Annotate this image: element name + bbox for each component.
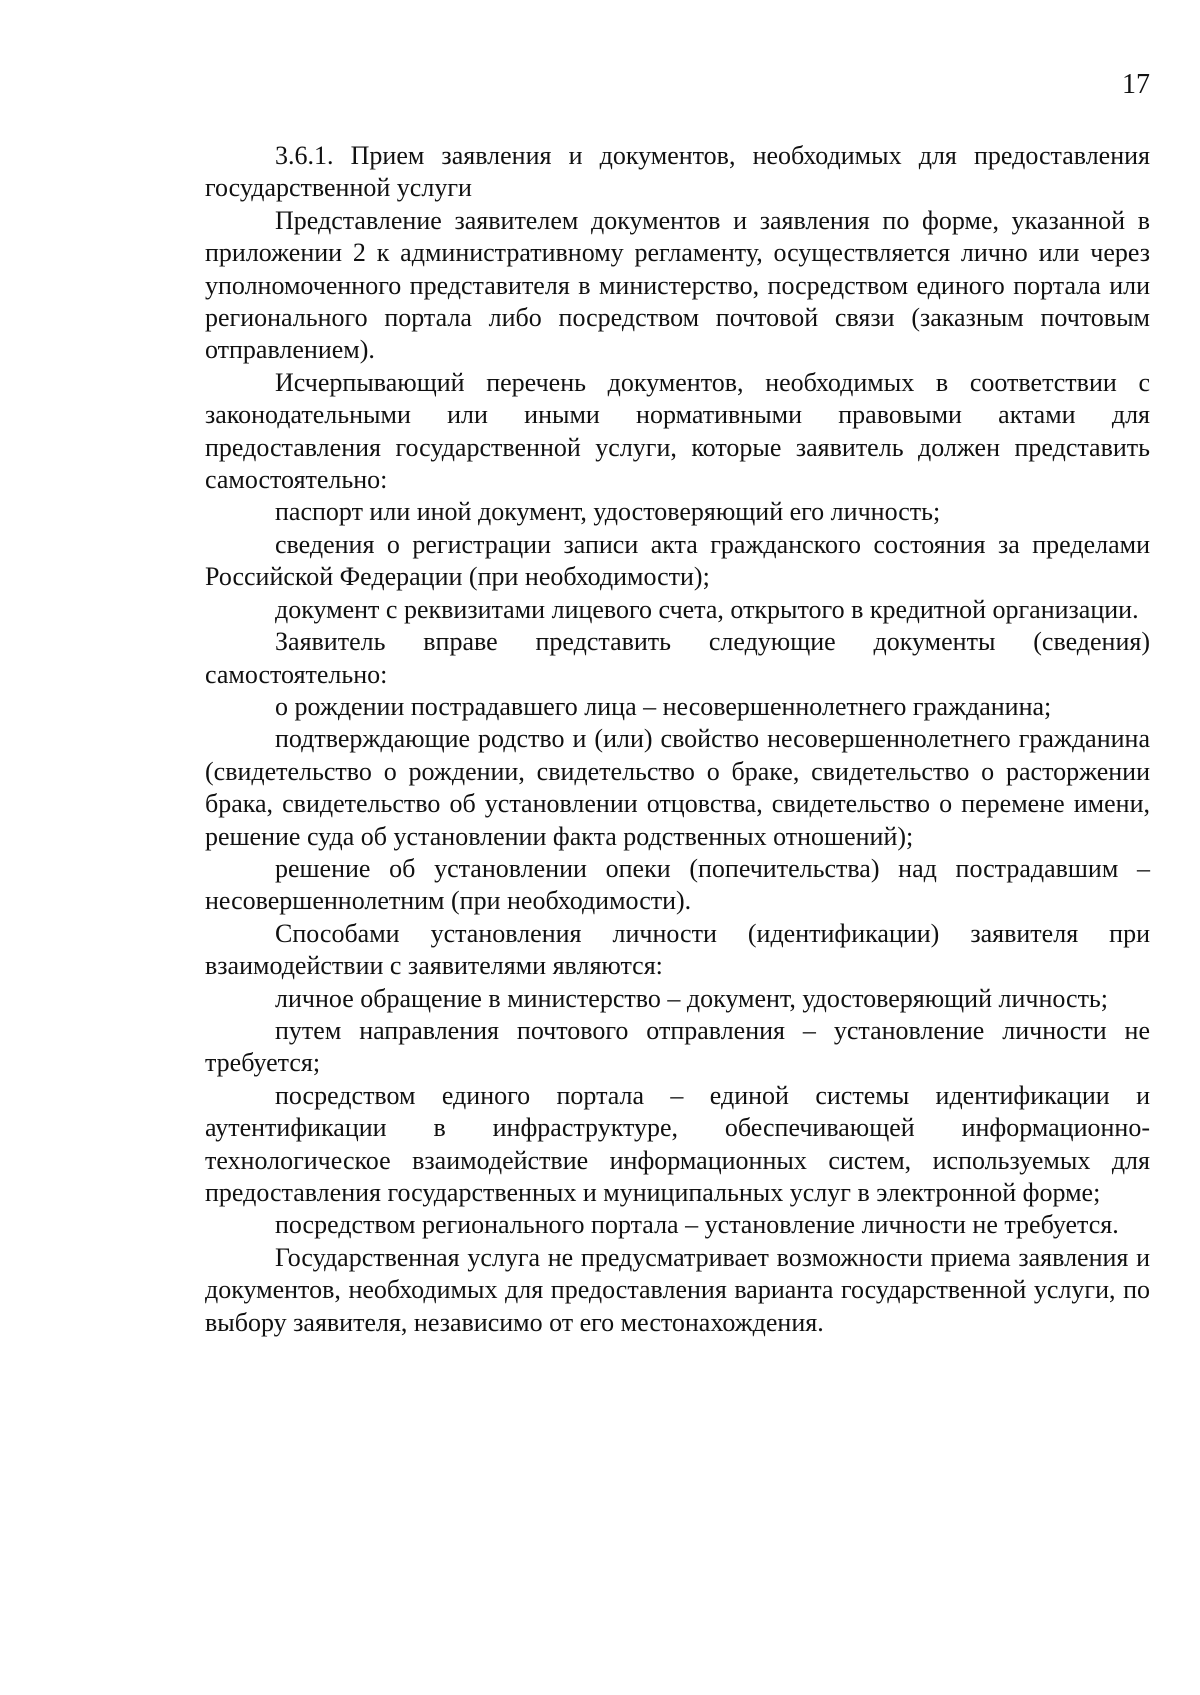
paragraph-required-documents-intro: Исчерпывающий перечень документов, необходимых в соответствии с законодательными или иными нормативными правовыми актами для предоставления государственной услуги, которые заявитель должен представить самостоятельно: [205, 367, 1150, 495]
list-item-civil-registration: сведения о регистрации записи акта гражданского состояния за пределами Российской Федерации (при необходимости); [205, 529, 1150, 592]
section-heading-3-6-1: 3.6.1. Прием заявления и документов, необходимых для предоставления государственной услуги [205, 141, 1150, 203]
list-item-bank-account: документ с реквизитами лицевого счета, открытого в кредитной организации. [275, 594, 1139, 624]
list-item-unified-portal: посредством единого портала – единой системы идентификации и аутентификации в инфраструктуре, обеспечивающей информационно-технологическое взаимодействие информационных систем, используемых для предоставления государственных и муниципальных услуг в электронной форме; [205, 1080, 1150, 1207]
list-item-postal: путем направления почтового отправления – установление личности не требуется; [205, 1015, 1150, 1078]
page-number: 17 [1122, 69, 1150, 100]
list-item-personal-visit: личное обращение в министерство – документ, удостоверяющий личность; [275, 983, 1109, 1013]
document-body [205, 140, 1150, 1339]
paragraph-submission-methods: Представление заявителем документов и заявления по форме, указанной в приложении 2 к административному регламенту, осуществляется лично или через уполномоченного представителя в министерство, посредством единого портала или регионального портала либо посредством почтовой связи (заказным почтовым отправлением). [205, 205, 1150, 365]
list-item-guardianship: решение об установлении опеки (попечительства) над пострадавшим – несовершеннолетним (при необходимости). [205, 853, 1150, 916]
list-item-birth-info: о рождении пострадавшего лица – несовершеннолетнего гражданина; [275, 691, 1052, 721]
list-item-passport: паспорт или иной документ, удостоверяющий его личность; [275, 497, 941, 527]
paragraph-optional-documents-intro: Заявитель вправе представить следующие документы (сведения) самостоятельно: [205, 627, 1150, 689]
paragraph-extraterritorial: Государственная услуга не предусматривает возможности приема заявления и документов, необходимых для предоставления варианта государственной услуги, по выбору заявителя, независимо от его местонахождения. [205, 1242, 1150, 1337]
list-item-regional-portal: посредством регионального портала – установление личности не требуется. [275, 1210, 1119, 1240]
paragraph-identification-intro: Способами установления личности (идентификации) заявителя при взаимодействии с заявителями являются: [205, 918, 1150, 981]
list-item-kinship-proof: подтверждающие родство и (или) свойство несовершеннолетнего гражданина (свидетельство о рождении, свидетельство о браке, свидетельство о расторжении брака, свидетельство об установлении отцовства, свидетельство о перемене имени, решение суда об установлении факта родственных отношений); [205, 724, 1150, 851]
